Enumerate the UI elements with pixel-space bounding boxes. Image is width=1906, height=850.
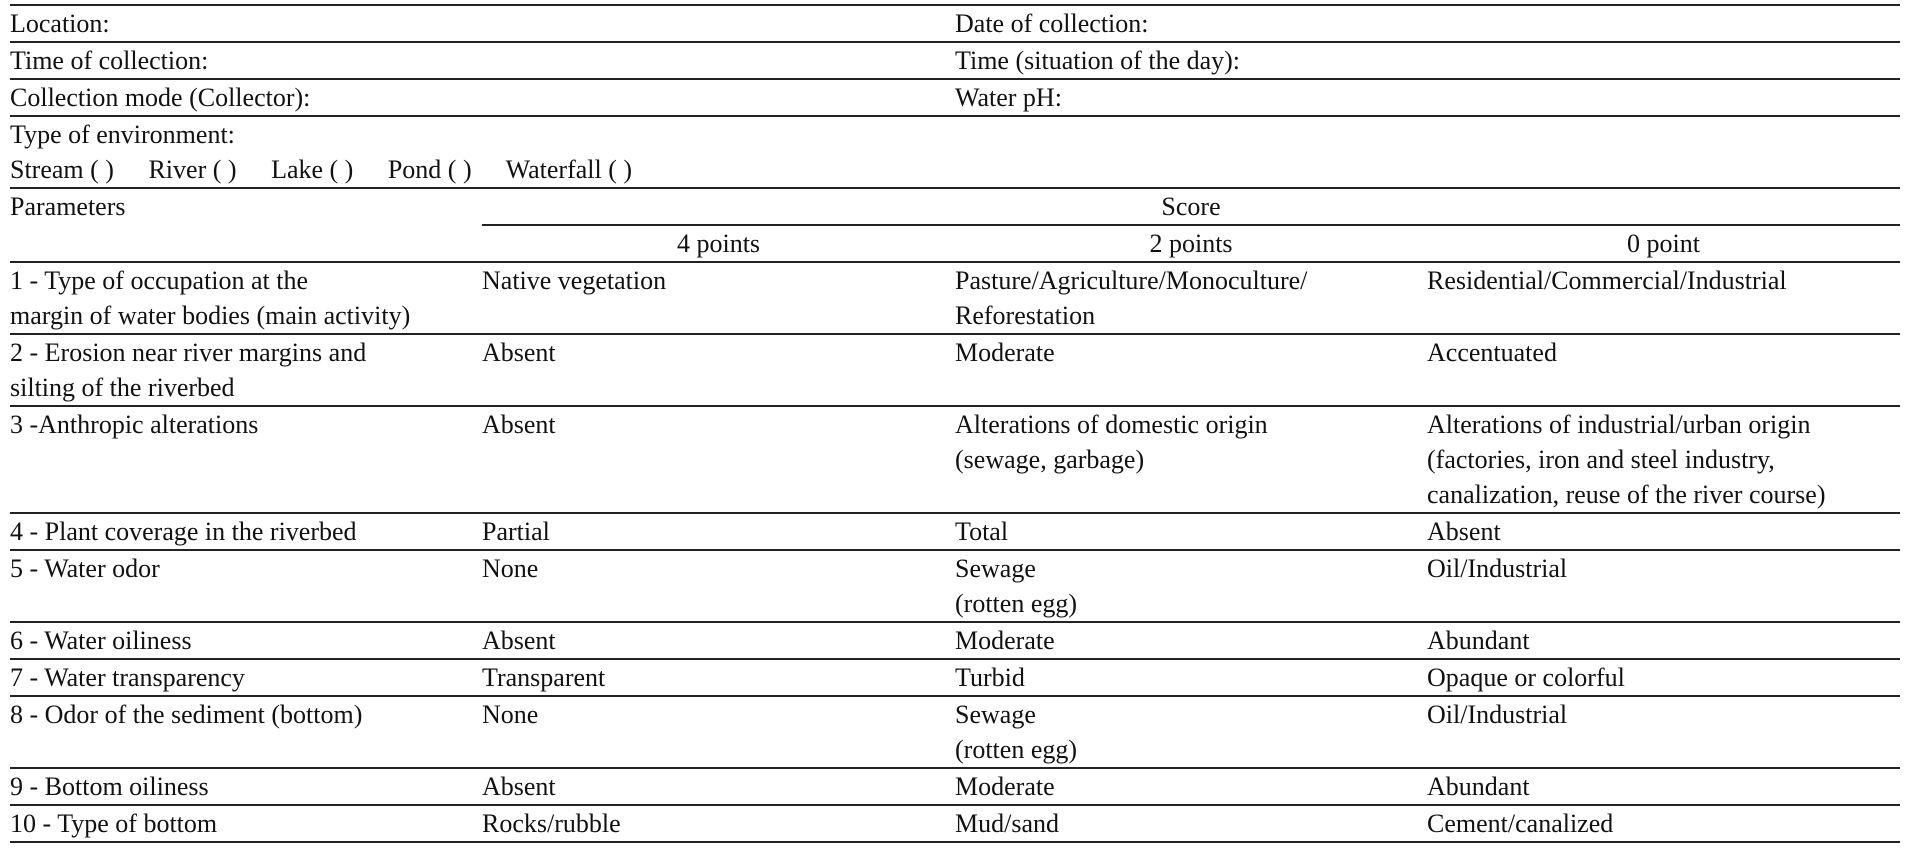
habitat-assessment-table <box>10 4 1900 843</box>
score-2-cell <box>955 513 1427 550</box>
parameter-text: 5 - Water odor <box>10 554 160 583</box>
score-4-cell <box>482 768 955 805</box>
score-4-text: Absent <box>482 626 556 655</box>
parameter-text: margin of water bodies (main activity) <box>10 301 411 330</box>
score-2-text: Mud/sand <box>955 809 1060 838</box>
environment-option-stream: Stream ( ) <box>10 155 114 184</box>
parameter-cell <box>10 696 482 768</box>
parameter-text: 3 -Anthropic alterations <box>10 410 259 439</box>
parameter-cell <box>10 262 482 334</box>
score-4-text: Absent <box>482 410 556 439</box>
parameter-cell <box>10 805 482 842</box>
score-4-text: Rocks/rubble <box>482 809 621 838</box>
score-0-text: Alterations of industrial/urban origin <box>1427 410 1811 439</box>
score-4-cell <box>482 622 955 659</box>
score-4-cell <box>482 659 955 696</box>
parameter-cell <box>10 334 482 406</box>
table-row <box>10 805 1900 842</box>
parameters-header: Parameters <box>10 188 482 262</box>
score-4-cell <box>482 805 955 842</box>
score-4-text: Absent <box>482 772 556 801</box>
parameter-rows <box>10 262 1900 842</box>
location-label: Location: <box>10 5 955 42</box>
score-4-text: Absent <box>482 338 556 367</box>
table-row <box>10 550 1900 622</box>
time-of-collection-label: Time of collection: <box>10 42 955 79</box>
points-header-4: 4 points <box>482 225 955 262</box>
score-0-cell <box>1427 659 1900 696</box>
environment-option-river: River ( ) <box>148 155 237 184</box>
score-2-text: Turbid <box>955 663 1025 692</box>
score-4-text: None <box>482 700 539 729</box>
score-0-text: Oil/Industrial <box>1427 554 1568 583</box>
parameter-text: 7 - Water transparency <box>10 663 245 692</box>
parameter-text: 4 - Plant coverage in the riverbed <box>10 517 357 546</box>
parameter-text: 8 - Odor of the sediment (bottom) <box>10 700 363 729</box>
score-4-text: Native vegetation <box>482 266 667 295</box>
parameter-cell <box>10 513 482 550</box>
score-0-cell <box>1427 768 1900 805</box>
score-0-text: Cement/canalized <box>1427 809 1614 838</box>
score-4-text: None <box>482 554 539 583</box>
parameter-text: 6 - Water oiliness <box>10 626 192 655</box>
score-2-cell <box>955 550 1427 622</box>
score-0-text: Abundant <box>1427 772 1530 801</box>
score-2-text: Sewage <box>955 554 1036 583</box>
parameter-cell <box>10 768 482 805</box>
score-2-text: Pasture/Agriculture/Monoculture/ <box>955 266 1308 295</box>
score-0-cell <box>1427 805 1900 842</box>
date-of-collection-label: Date of collection: <box>955 5 1900 42</box>
score-0-cell <box>1427 262 1900 334</box>
score-2-text: Reforestation <box>955 301 1096 330</box>
score-0-text: Residential/Commercial/Industrial <box>1427 266 1787 295</box>
score-2-text: (rotten egg) <box>955 735 1078 764</box>
environment-row <box>10 116 1900 188</box>
parameter-cell <box>10 550 482 622</box>
water-ph-label: Water pH: <box>955 79 1900 116</box>
points-header-2: 2 points <box>955 225 1427 262</box>
score-0-cell <box>1427 696 1900 768</box>
header-row-location <box>10 5 1900 42</box>
score-2-text: Alterations of domestic origin <box>955 410 1268 439</box>
score-2-text: Moderate <box>955 772 1055 801</box>
score-header: Score <box>482 188 1900 225</box>
score-2-cell <box>955 768 1427 805</box>
table-row <box>10 406 1900 513</box>
score-0-text: Oil/Industrial <box>1427 700 1568 729</box>
environment-cell <box>10 116 1900 188</box>
score-4-cell <box>482 406 955 513</box>
score-0-cell <box>1427 622 1900 659</box>
parameter-text: 2 - Erosion near river margins and <box>10 338 367 367</box>
score-0-cell <box>1427 550 1900 622</box>
score-0-cell <box>1427 406 1900 513</box>
score-0-text: canalization, reuse of the river course) <box>1427 480 1826 509</box>
score-4-cell <box>482 334 955 406</box>
score-2-cell <box>955 406 1427 513</box>
score-2-text: (rotten egg) <box>955 589 1078 618</box>
environment-option-lake: Lake ( ) <box>271 155 354 184</box>
environment-option-waterfall: Waterfall ( ) <box>505 155 633 184</box>
environment-options <box>10 152 1900 187</box>
header-row-time <box>10 42 1900 79</box>
score-0-text: Accentuated <box>1427 338 1557 367</box>
table-row <box>10 659 1900 696</box>
score-2-cell <box>955 805 1427 842</box>
score-2-text: (sewage, garbage) <box>955 445 1145 474</box>
score-4-cell <box>482 513 955 550</box>
score-0-cell <box>1427 513 1900 550</box>
score-header-row <box>10 188 1900 225</box>
header-row-mode <box>10 79 1900 116</box>
points-header-0: 0 point <box>1427 225 1900 262</box>
parameter-text: 9 - Bottom oiliness <box>10 772 209 801</box>
parameter-text: silting of the riverbed <box>10 373 235 402</box>
score-0-text: Absent <box>1427 517 1501 546</box>
score-0-cell <box>1427 334 1900 406</box>
score-4-text: Partial <box>482 517 550 546</box>
table-row <box>10 696 1900 768</box>
parameter-text: 10 - Type of bottom <box>10 809 218 838</box>
table-row <box>10 513 1900 550</box>
table-row <box>10 622 1900 659</box>
environment-label: Type of environment: <box>10 120 235 149</box>
score-0-text: Opaque or colorful <box>1427 663 1625 692</box>
parameter-cell <box>10 622 482 659</box>
environment-option-pond: Pond ( ) <box>387 155 472 184</box>
table-row <box>10 768 1900 805</box>
score-2-cell <box>955 696 1427 768</box>
score-2-cell <box>955 659 1427 696</box>
parameter-text: 1 - Type of occupation at the <box>10 266 309 295</box>
score-4-cell <box>482 696 955 768</box>
score-4-cell <box>482 550 955 622</box>
score-2-cell <box>955 622 1427 659</box>
score-4-text: Transparent <box>482 663 606 692</box>
score-2-text: Moderate <box>955 626 1055 655</box>
collection-mode-label: Collection mode (Collector): <box>10 79 955 116</box>
parameter-cell <box>10 406 482 513</box>
parameter-cell <box>10 659 482 696</box>
table-row <box>10 334 1900 406</box>
time-situation-label: Time (situation of the day): <box>955 42 1900 79</box>
table-row <box>10 262 1900 334</box>
score-2-text: Total <box>955 517 1009 546</box>
score-0-text: (factories, iron and steel industry, <box>1427 445 1775 474</box>
score-0-text: Abundant <box>1427 626 1530 655</box>
score-2-text: Moderate <box>955 338 1055 367</box>
score-2-cell <box>955 334 1427 406</box>
score-2-text: Sewage <box>955 700 1036 729</box>
score-4-cell <box>482 262 955 334</box>
score-2-cell <box>955 262 1427 334</box>
